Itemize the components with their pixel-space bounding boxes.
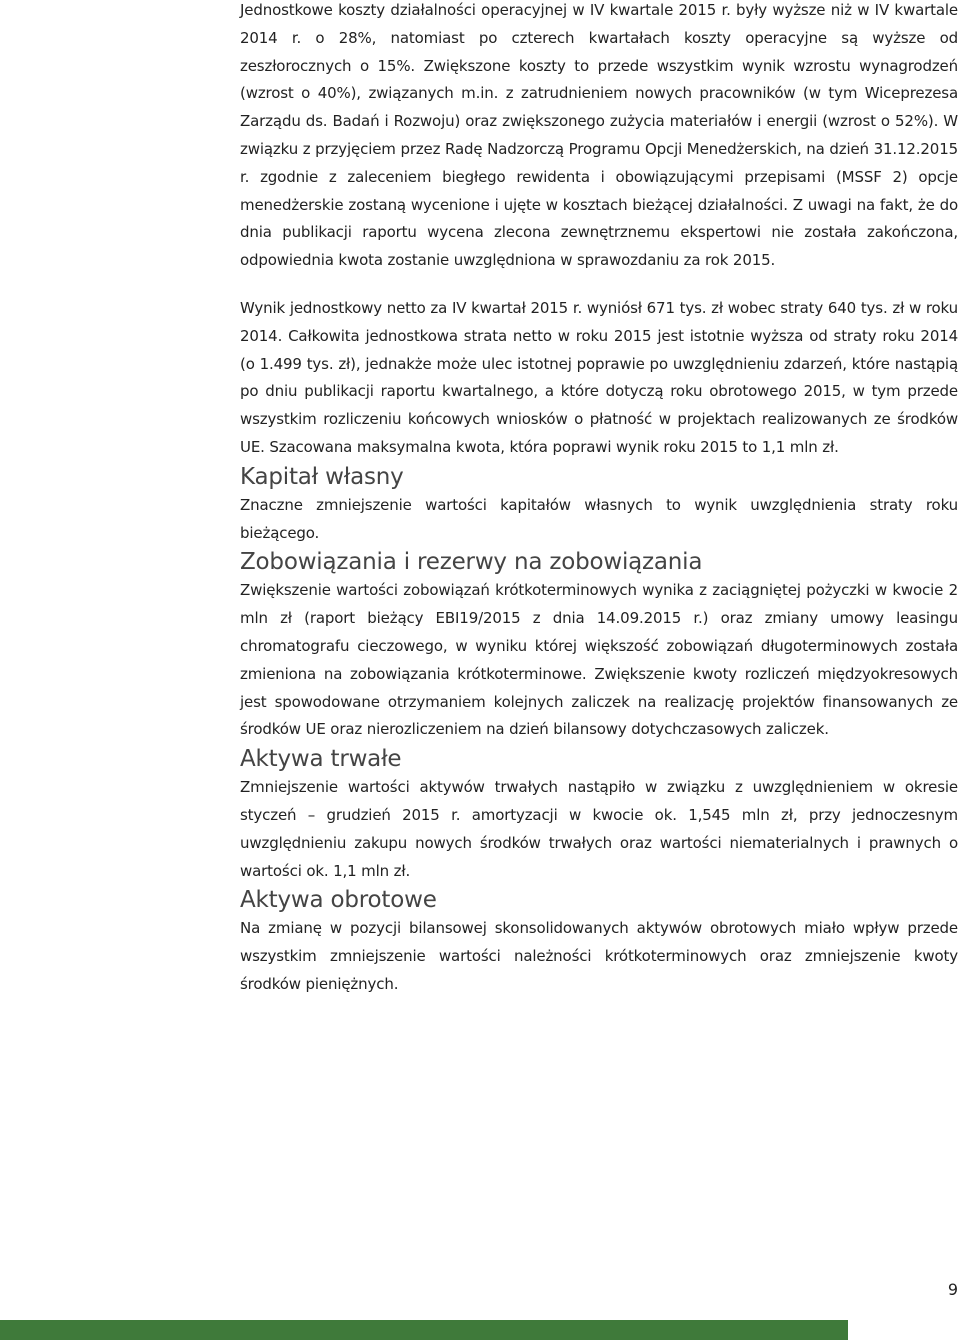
paragraph-operating-costs: Jednostkowe koszty działalności operacyjnej w IV kwartale 2015 r. były wyższe niż w IV kwartale 2014 r. o 28%, natomiast po czterech kwartałach koszty operacyjne są wyższe od zeszłorocznych o 15%. Zwiększone koszty to przede wszystkim wynik wzrostu wynagrodzeń (wzrost o 40%), związanych m.in. z zatrudnieniem nowych pracowników (w tym Wiceprezesa Zarządu ds. Badań i Rozwoju) oraz zwiększonego zużycia materiałów i energii (wzrost o 52%). W związku z przyjęciem przez Radę Nadzorczą Programu Opcji Menedżerskich, na dzień 31.12.2015 r. zgodnie z zaleceniem biegłego rewidenta i obowiązującymi przepisami (MSSF 2) opcje menedżerskie zostaną wycenione i ujęte w kosztach bieżącej działalności. Z uwagi na fakt, że do dnia publikacji raportu wycena zlecona zewnętrznemu ekspertowi nie została zakończona, odpowiednia kwota zostanie uwzględniona w sprawozdaniu za rok 2015. (240, 1, 958, 270)
paragraph-net-result: Wynik jednostkowy netto za IV kwartał 2015 r. wyniósł 671 tys. zł wobec straty 640 tys. zł w roku 2014. Całkowita jednostkowa strata netto w roku 2015 jest istotnie wyższa od straty roku 2014 (o 1.499 tys. zł), jednakże może ulec istotnej poprawie po uwzględnieniu zdarzeń, które nastąpią po dniu publikacji raportu kwartalnego, a które dotyczą roku obrotowego 2015, w tym przede wszystkim rozliczeniu końcowych wniosków o płatność w projektach realizowanych ze środków UE. Szacowana maksymalna kwota, która poprawi wynik roku 2015 to 1,1 mln zł. (240, 298, 958, 456)
document-body (240, 0, 958, 999)
heading-zobowiazania: Zobowiązania i rezerwy na zobowiązania (240, 549, 703, 576)
page-number: 9 (947, 1280, 958, 1299)
paragraph-kapital-wlasny: Znaczne zmniejszenie wartości kapitałów własnych to wynik uwzględnienia straty roku bieżącego. (240, 495, 958, 542)
footer-bar (0, 1320, 848, 1340)
paragraph-zobowiazania: Zwiększenie wartości zobowiązań krótkoterminowych wynika z zaciągniętej pożyczki w kwocie 2 mln zł (raport bieżący EBI19/2015 z dnia 14.09.2015 r.) oraz zmiany umowy leasingu chromatografu cieczowego, w wyniku której większość zobowiązań długoterminowych została zmieniona na zobowiązania krótkoterminowe. Zwiększenie kwoty rozliczeń międzyokresowych jest spowodowane otrzymaniem kolejnych zaliczek na realizację projektów finansowanych ze środków UE oraz nierozliczeniem na dzień bilansowy dotychczasowych zaliczek. (240, 581, 958, 739)
heading-kapital-wlasny: Kapitał własny (240, 463, 404, 490)
paragraph-aktywa-obrotowe: Na zmianę w pozycji bilansowej skonsolidowanych aktywów obrotowych miało wpływ przede wszystkim zmniejszenie wartości należności krótkoterminowych oraz zmniejszenie kwoty środków pieniężnych. (240, 919, 958, 993)
paragraph-aktywa-trwale: Zmniejszenie wartości aktywów trwałych nastąpiło w związku z uwzględnieniem w okresie styczeń – grudzień 2015 r. amortyzacji w kwocie ok. 1,545 mln zł, przy jednoczesnym uwzględnieniu zakupu nowych środków trwałych oraz wartości niematerialnych i prawnych o wartości ok. 1,1 mln zł. (240, 778, 958, 880)
heading-aktywa-obrotowe: Aktywa obrotowe (240, 887, 437, 914)
heading-aktywa-trwale: Aktywa trwałe (240, 746, 402, 773)
